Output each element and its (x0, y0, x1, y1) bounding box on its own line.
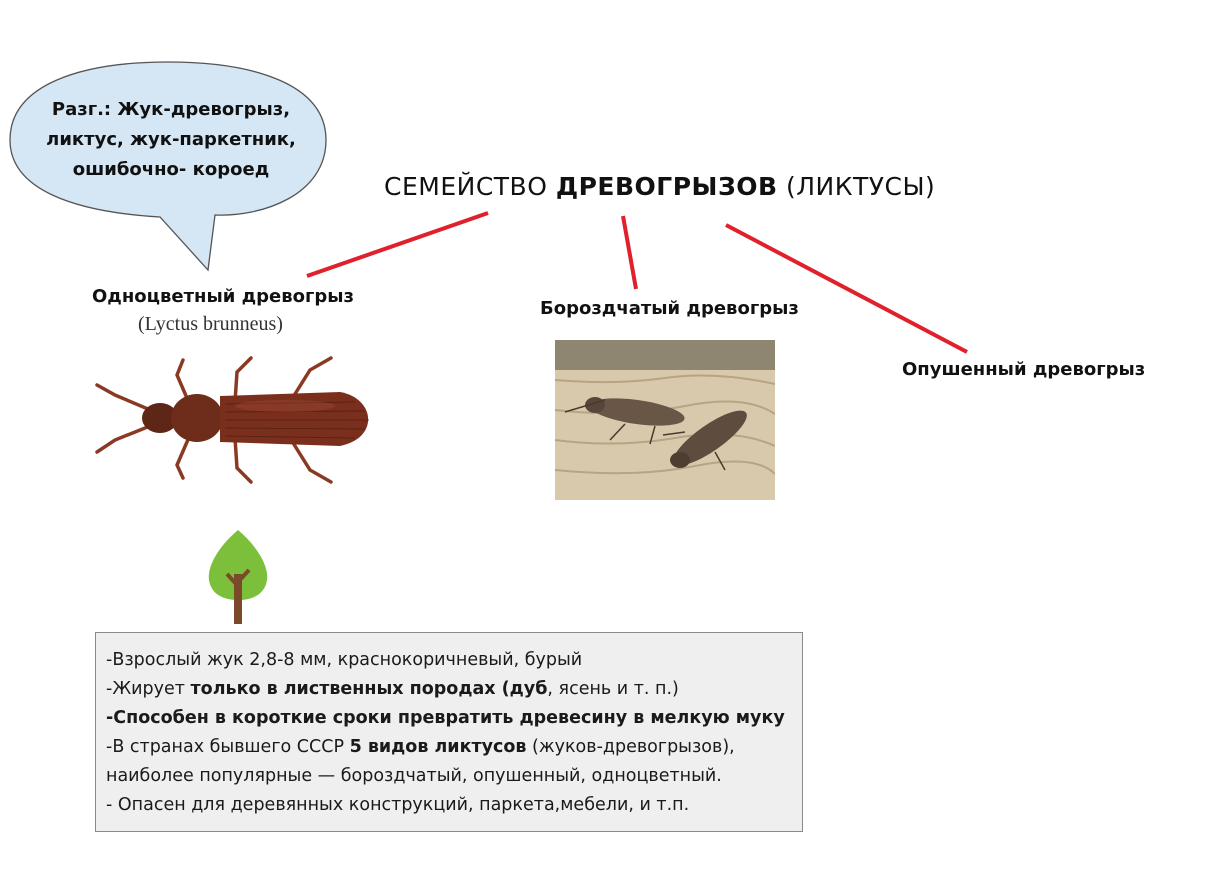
wood-beetles-photo (555, 340, 775, 500)
info-line: -Взрослый жук 2,8-8 мм, краснокоричневый, бурый (106, 650, 583, 670)
species-latin-name: (Lyctus brunneus) (138, 313, 283, 335)
bubble-line: ошибочно- короед (72, 159, 270, 180)
info-line (106, 704, 802, 733)
info-line (106, 733, 802, 762)
bubble-line: ликтус, жук-паркетник, (46, 129, 296, 150)
connector-line-right (726, 225, 967, 352)
info-text: (жуков-древогрызов), (526, 737, 735, 757)
info-line: наиболее популярные — бороздчатый, опушенный, одноцветный. (106, 766, 722, 786)
connector-line-middle (623, 216, 636, 289)
info-bold-text: -Способен в короткие сроки превратить древесину в мелкую муку (106, 708, 785, 728)
title-bold: ДРЕВОГРЫЗОВ (555, 172, 778, 201)
info-bold-text: 5 видов ликтусов (349, 737, 527, 757)
beetle-image (85, 340, 395, 500)
bubble-line: Разг.: Жук-древогрыз, (51, 99, 291, 120)
info-bold-text: только в лиственных породах (дуб (190, 679, 548, 699)
connector-line-left (307, 213, 488, 276)
title-prefix: СЕМЕЙСТВО (384, 172, 556, 201)
info-line: - Опасен для деревянных конструкций, паркета,мебели, и т.п. (106, 795, 690, 815)
species-name: Одноцветный древогрыз (92, 286, 355, 307)
info-box (95, 632, 803, 832)
deciduous-tree-icon (205, 528, 271, 628)
info-line (106, 675, 802, 704)
species-name: Бороздчатый древогрыз (540, 298, 799, 319)
info-text: , ясень и т. п.) (547, 679, 679, 699)
info-text: -Жирует (106, 679, 191, 699)
title-suffix: (ЛИКТУСЫ) (777, 172, 936, 201)
info-text: -В странах бывшего СССР (106, 737, 350, 757)
species-name: Опушенный древогрыз (902, 359, 1146, 380)
